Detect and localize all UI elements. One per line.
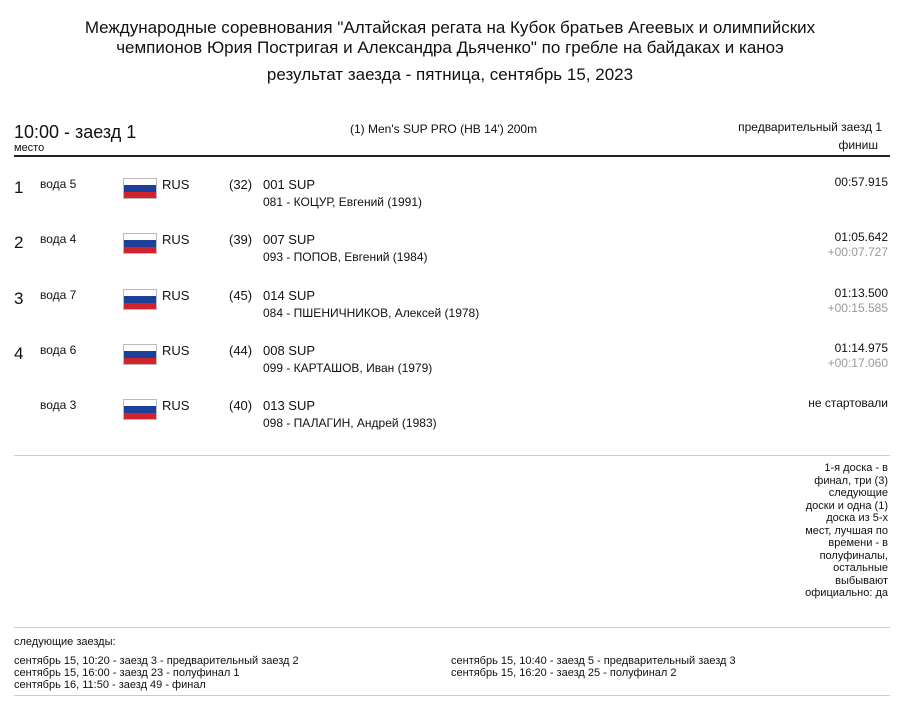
title-line-1: Международные соревнования "Алтайская регата на Кубок братьев Агеевых и олимпийских: [84, 18, 816, 37]
result-time-diff: +00:17.060: [827, 356, 888, 370]
result-place: 4: [14, 344, 24, 363]
result-country: RUS: [162, 343, 190, 358]
event-name: (1) Men's SUP PRO (HB 14') 200m: [350, 122, 538, 136]
result-row: [0, 396, 900, 448]
result-athlete: 098 - ПАЛАГИН, Андрей (1983): [263, 416, 437, 430]
result-bow-number: (40): [229, 398, 253, 413]
next-heat-item: сентябрь 15, 10:40 - заезд 5 - предварительный заезд 3: [451, 655, 736, 667]
russia-flag-icon: [123, 178, 157, 199]
result-row: [0, 341, 900, 393]
result-bow-number: (39): [229, 232, 253, 247]
result-boat: 008 SUP: [263, 343, 316, 358]
result-lane: вода 3: [40, 398, 77, 412]
result-boat: 001 SUP: [263, 177, 316, 192]
result-time-diff: +00:07.727: [827, 245, 888, 259]
column-header-place: место: [14, 142, 45, 154]
result-time-diff: +00:15.585: [827, 301, 888, 315]
document-title: [0, 18, 900, 58]
next-heat-item: сентябрь 16, 11:50 - заезд 49 - финал: [14, 679, 206, 691]
result-athlete: 084 - ПШЕНИЧНИКОВ, Алексей (1978): [263, 306, 480, 320]
header-divider: [14, 155, 890, 157]
russia-flag-icon: [123, 233, 157, 254]
result-country: RUS: [162, 288, 190, 303]
result-place: 2: [14, 233, 24, 252]
russia-flag-icon: [123, 344, 157, 365]
result-country: RUS: [162, 177, 190, 192]
result-bow-number: (45): [229, 288, 253, 303]
result-athlete: 081 - КОЦУР, Евгений (1991): [263, 195, 422, 209]
result-boat: 007 SUP: [263, 232, 316, 247]
result-status: не стартовали: [808, 396, 888, 410]
document-subtitle: результат заезда - пятница, сентябрь 15, 2023: [266, 65, 634, 84]
result-row: [0, 175, 900, 227]
result-time: 00:57.915: [834, 175, 888, 189]
result-boat: 013 SUP: [263, 398, 316, 413]
result-time: 01:13.500: [834, 286, 888, 300]
result-bow-number: (32): [229, 177, 253, 192]
progression-note: [798, 462, 888, 600]
result-place: 1: [14, 178, 24, 197]
progression-rules: 1-я доска - в финал, три (3) следующие доски и одна (1) доска из 5-х мест, лучшая по времени - в полуфиналы, остальные выбывают: [805, 462, 888, 587]
result-time: 01:14.975: [834, 341, 888, 355]
result-lane: вода 7: [40, 288, 77, 302]
next-heat-item: сентябрь 15, 16:20 - заезд 25 - полуфинал 2: [451, 667, 677, 679]
result-boat: 014 SUP: [263, 288, 316, 303]
heat-type: предварительный заезд 1: [738, 120, 882, 134]
next-heat-item: сентябрь 15, 16:00 - заезд 23 - полуфинал 1: [14, 667, 240, 679]
notes-divider: [14, 627, 890, 628]
footer-divider: [14, 695, 890, 696]
result-lane: вода 6: [40, 343, 77, 357]
result-bow-number: (44): [229, 343, 253, 358]
result-athlete: 093 - ПОПОВ, Евгений (1984): [263, 250, 428, 264]
result-place: 3: [14, 289, 24, 308]
official-status: официально: да: [805, 587, 888, 599]
next-heat-item: сентябрь 15, 10:20 - заезд 3 - предварительный заезд 2: [14, 655, 299, 667]
result-time: 01:05.642: [834, 230, 888, 244]
result-lane: вода 4: [40, 232, 77, 246]
next-heats-title: следующие заезды:: [14, 636, 116, 648]
column-header-finish: финиш: [838, 138, 878, 152]
race-time-heat: 10:00 - заезд 1: [14, 122, 137, 142]
result-country: RUS: [162, 232, 190, 247]
result-row: [0, 230, 900, 282]
russia-flag-icon: [123, 289, 157, 310]
result-row: [0, 286, 900, 338]
result-lane: вода 5: [40, 177, 77, 191]
title-line-2: чемпионов Юрия Постригая и Александра Дьяченко" по гребле на байдаках и каноэ: [116, 38, 784, 57]
russia-flag-icon: [123, 399, 157, 420]
result-country: RUS: [162, 398, 190, 413]
results-divider: [14, 455, 890, 456]
result-athlete: 099 - КАРТАШОВ, Иван (1979): [263, 361, 433, 375]
